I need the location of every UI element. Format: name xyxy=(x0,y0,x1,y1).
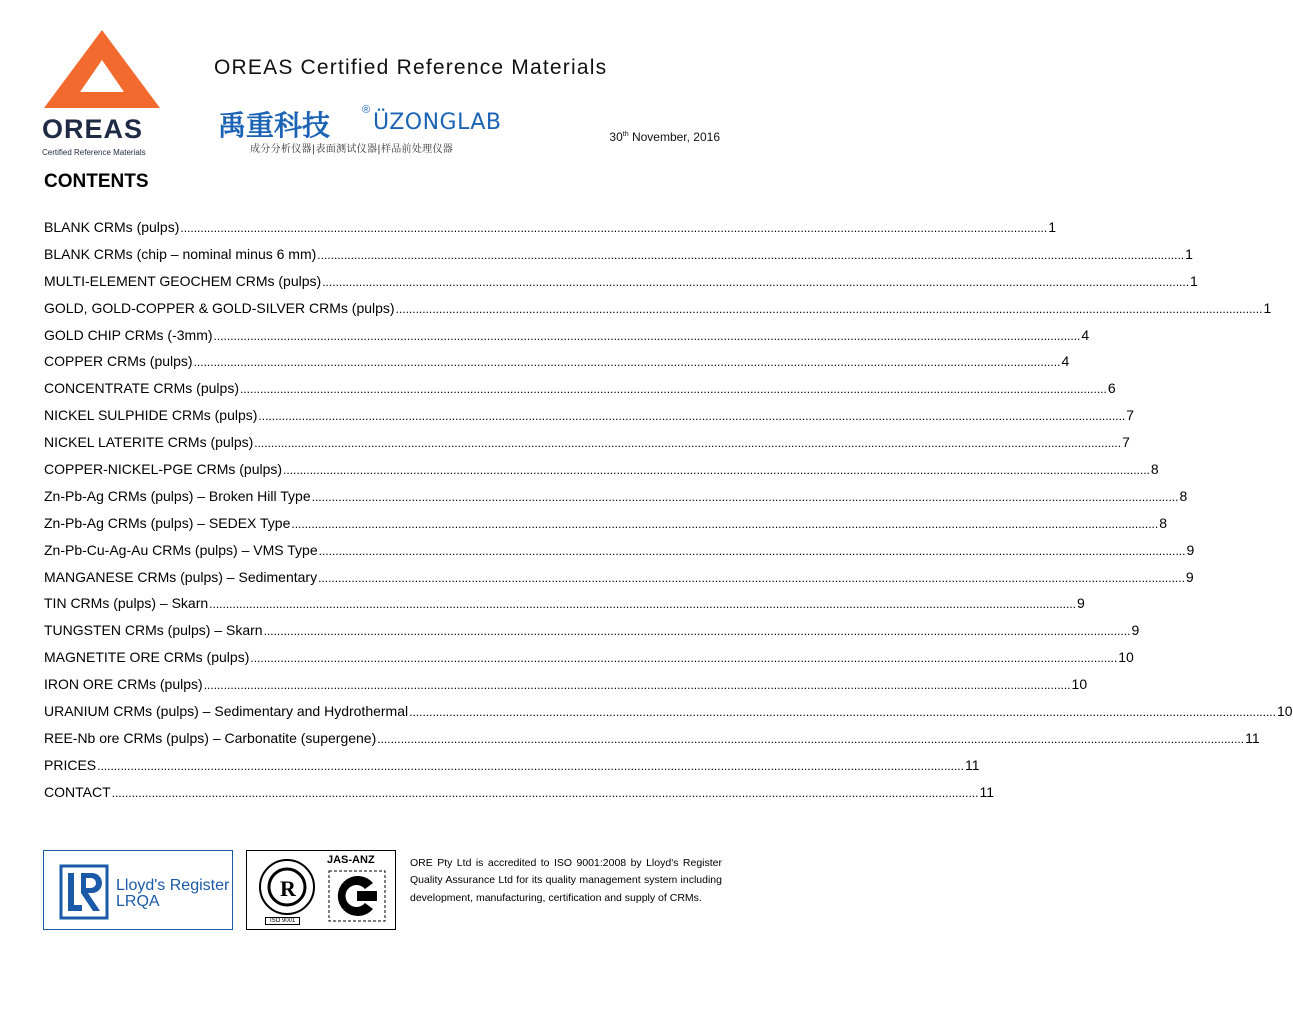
toc-leader-dots: .................................................................................................................................................................................................................................................................... xyxy=(193,355,1061,370)
toc-leader-dots: .................................................................................................................................................................................................................................................................... xyxy=(111,785,979,800)
toc-entry-page: 1 xyxy=(1190,272,1198,289)
toc-entry-label: GOLD, GOLD-COPPER & GOLD-SILVER CRMs (pulps) xyxy=(44,299,395,316)
lloyds-register-name xyxy=(116,878,229,910)
date-day: 30 xyxy=(609,130,623,144)
toc-entry-label: MAGNETITE ORE CRMs (pulps) xyxy=(44,649,250,666)
toc-leader-dots: .................................................................................................................................................................................................................................................................... xyxy=(322,274,1190,289)
document-title: OREAS Certified Reference Materials xyxy=(214,56,608,79)
oreas-wordmark: OREAS xyxy=(42,114,144,144)
certification-marks xyxy=(246,850,396,930)
toc-entry-page: 10 xyxy=(1276,703,1293,720)
toc-leader-dots: .................................................................................................................................................................................................................................................................... xyxy=(203,678,1071,693)
toc-entry-label: URANIUM CRMs (pulps) – Sedimentary and Hydrothermal xyxy=(44,703,409,720)
toc-entry-label: TUNGSTEN CRMs (pulps) – Skarn xyxy=(44,622,263,639)
toc-entry[interactable] xyxy=(44,644,1134,671)
partner-subtitle: 成分分析仪器|表面测试仪器|样品前处理仪器 xyxy=(250,144,454,155)
toc-entry-label: REE-Nb ore CRMs (pulps) – Carbonatite (supergene) xyxy=(44,729,377,746)
ukas-r-mark-icon xyxy=(251,855,327,917)
toc-entry-page: 11 xyxy=(1245,729,1260,746)
toc-leader-dots: .................................................................................................................................................................................................................................................................... xyxy=(258,409,1126,424)
toc-leader-dots: .................................................................................................................................................................................................................................................................... xyxy=(213,328,1081,343)
toc-entry-label: MANGANESE CRMs (pulps) – Sedimentary xyxy=(44,568,318,585)
toc-entry-page: 9 xyxy=(1131,622,1140,639)
toc-entry-page: 1 xyxy=(1048,219,1057,235)
document-date xyxy=(609,130,720,144)
toc-entry[interactable] xyxy=(44,779,995,806)
toc-leader-dots: .................................................................................................................................................................................................................................................................... xyxy=(311,489,1179,504)
toc-entry[interactable] xyxy=(44,295,1272,322)
toc-leader-dots: .................................................................................................................................................................................................................................................................... xyxy=(377,731,1245,746)
toc-leader-dots: .................................................................................................................................................................................................................................................................... xyxy=(180,221,1048,235)
toc-entry[interactable] xyxy=(44,483,1188,510)
toc-entry-label: NICKEL SULPHIDE CRMs (pulps) xyxy=(44,407,258,424)
iso-9001-badge: ISO 9001 xyxy=(265,917,300,925)
toc-entry-label: CONCENTRATE CRMs (pulps) xyxy=(44,380,239,397)
date-rest: November, 2016 xyxy=(628,130,720,144)
toc-entry-label: BLANK CRMs (pulps) xyxy=(44,219,180,235)
toc-entry-label: PRICES xyxy=(44,756,97,773)
toc-entry-label: IRON ORE CRMs (pulps) xyxy=(44,676,203,693)
toc-leader-dots: .................................................................................................................................................................................................................................................................... xyxy=(263,624,1131,639)
date-suffix: th xyxy=(622,131,629,138)
toc-entry[interactable] xyxy=(44,698,1293,725)
lloyds-register-line2: LRQA xyxy=(116,893,160,910)
toc-entry-page: 8 xyxy=(1159,514,1168,531)
toc-leader-dots: .................................................................................................................................................................................................................................................................... xyxy=(239,382,1107,397)
toc-entry-label: BLANK CRMs (chip – nominal minus 6 mm) xyxy=(44,245,317,262)
toc-entry[interactable] xyxy=(44,752,980,779)
uzonglab-logo xyxy=(218,104,508,156)
toc-entry-label: NICKEL LATERITE CRMs (pulps) xyxy=(44,434,254,451)
lloyds-register-logo xyxy=(43,850,233,930)
toc-entry[interactable] xyxy=(44,241,1193,268)
toc-entry-label: COPPER CRMs (pulps) xyxy=(44,353,193,370)
toc-entry[interactable] xyxy=(44,429,1130,456)
oreas-tagline: Certified Reference Materials xyxy=(42,148,146,157)
toc-leader-dots: .................................................................................................................................................................................................................................................................... xyxy=(318,543,1186,558)
toc-leader-dots: .................................................................................................................................................................................................................................................................... xyxy=(283,463,1150,478)
contents-heading: CONTENTS xyxy=(44,171,149,192)
toc-entry-label: GOLD CHIP CRMs (-3mm) xyxy=(44,326,213,343)
toc-entry[interactable] xyxy=(44,322,1090,349)
toc-entry[interactable] xyxy=(44,725,1260,752)
toc-leader-dots: .................................................................................................................................................................................................................................................................... xyxy=(317,247,1185,262)
toc-entry-label: MULTI-ELEMENT GEOCHEM CRMs (pulps) xyxy=(44,272,322,289)
lloyds-register-line1: Lloyd's Register xyxy=(116,877,230,894)
toc-entry[interactable] xyxy=(44,510,1168,537)
toc-leader-dots: .................................................................................................................................................................................................................................................................... xyxy=(395,301,1263,316)
toc-entry[interactable] xyxy=(44,214,1057,241)
lr-monogram-icon xyxy=(60,865,108,919)
svg-text:R: R xyxy=(280,876,296,901)
toc-leader-dots: .................................................................................................................................................................................................................................................................... xyxy=(97,758,964,773)
toc-entry[interactable] xyxy=(44,402,1135,429)
toc-entry-page: 9 xyxy=(1186,541,1195,558)
toc-entry-page: 1 xyxy=(1263,299,1272,316)
toc-entry-label: Zn-Pb-Ag CRMs (pulps) – Broken Hill Type xyxy=(44,487,311,504)
toc-leader-dots: .................................................................................................................................................................................................................................................................... xyxy=(291,516,1159,531)
toc-entry-label: Zn-Pb-Cu-Ag-Au CRMs (pulps) – VMS Type xyxy=(44,541,318,558)
jas-anz-c-mark-icon xyxy=(327,869,387,925)
table-of-contents xyxy=(44,214,1293,806)
toc-entry-page: 7 xyxy=(1122,434,1130,451)
toc-entry[interactable] xyxy=(44,348,1070,375)
toc-entry-page: 11 xyxy=(964,756,980,773)
toc-entry-label: TIN CRMs (pulps) – Skarn xyxy=(44,595,209,612)
toc-entry-page: 4 xyxy=(1081,326,1090,343)
toc-entry-page: 4 xyxy=(1061,353,1070,370)
toc-leader-dots: .................................................................................................................................................................................................................................................................... xyxy=(254,436,1122,451)
toc-leader-dots: .................................................................................................................................................................................................................................................................... xyxy=(409,705,1276,720)
toc-entry-page: 8 xyxy=(1179,487,1188,504)
jas-anz-label: JAS-ANZ xyxy=(327,854,375,866)
toc-entry[interactable] xyxy=(44,456,1159,483)
toc-entry[interactable] xyxy=(44,537,1195,564)
toc-entry[interactable] xyxy=(44,590,1085,617)
toc-entry[interactable] xyxy=(44,671,1088,698)
toc-entry-label: CONTACT xyxy=(44,783,111,800)
accreditation-statement: ORE Pty Ltd is accredited to ISO 9001:2008 by Lloyd's Register Quality Assurance Ltd for its quality management system including development, manufacturing, certification and supply of CRMs. xyxy=(410,857,722,904)
toc-entry[interactable] xyxy=(44,375,1116,402)
registered-mark: ® xyxy=(362,104,371,116)
partner-english-name: ÜZONGLAB xyxy=(373,110,502,135)
toc-leader-dots: .................................................................................................................................................................................................................................................................... xyxy=(250,651,1118,666)
toc-entry[interactable] xyxy=(44,564,1194,591)
toc-entry-page: 6 xyxy=(1107,380,1116,397)
partner-chinese-name: 禹重科技 xyxy=(218,109,331,142)
toc-entry-page: 9 xyxy=(1077,595,1085,612)
toc-entry-page: 1 xyxy=(1185,245,1193,262)
toc-entry[interactable] xyxy=(44,617,1140,644)
toc-leader-dots: .................................................................................................................................................................................................................................................................... xyxy=(318,570,1185,585)
toc-entry-label: Zn-Pb-Ag CRMs (pulps) – SEDEX Type xyxy=(44,514,291,531)
toc-entry[interactable] xyxy=(44,268,1198,295)
toc-entry-page: 9 xyxy=(1185,568,1194,585)
toc-entry-page: 8 xyxy=(1150,461,1159,478)
toc-entry-page: 10 xyxy=(1071,676,1088,693)
toc-leader-dots: .................................................................................................................................................................................................................................................................... xyxy=(209,597,1076,612)
toc-entry-page: 10 xyxy=(1118,649,1134,666)
toc-entry-label: COPPER-NICKEL-PGE CRMs (pulps) xyxy=(44,461,283,478)
toc-entry-page: 7 xyxy=(1126,407,1135,424)
toc-entry-page: 11 xyxy=(979,783,995,800)
